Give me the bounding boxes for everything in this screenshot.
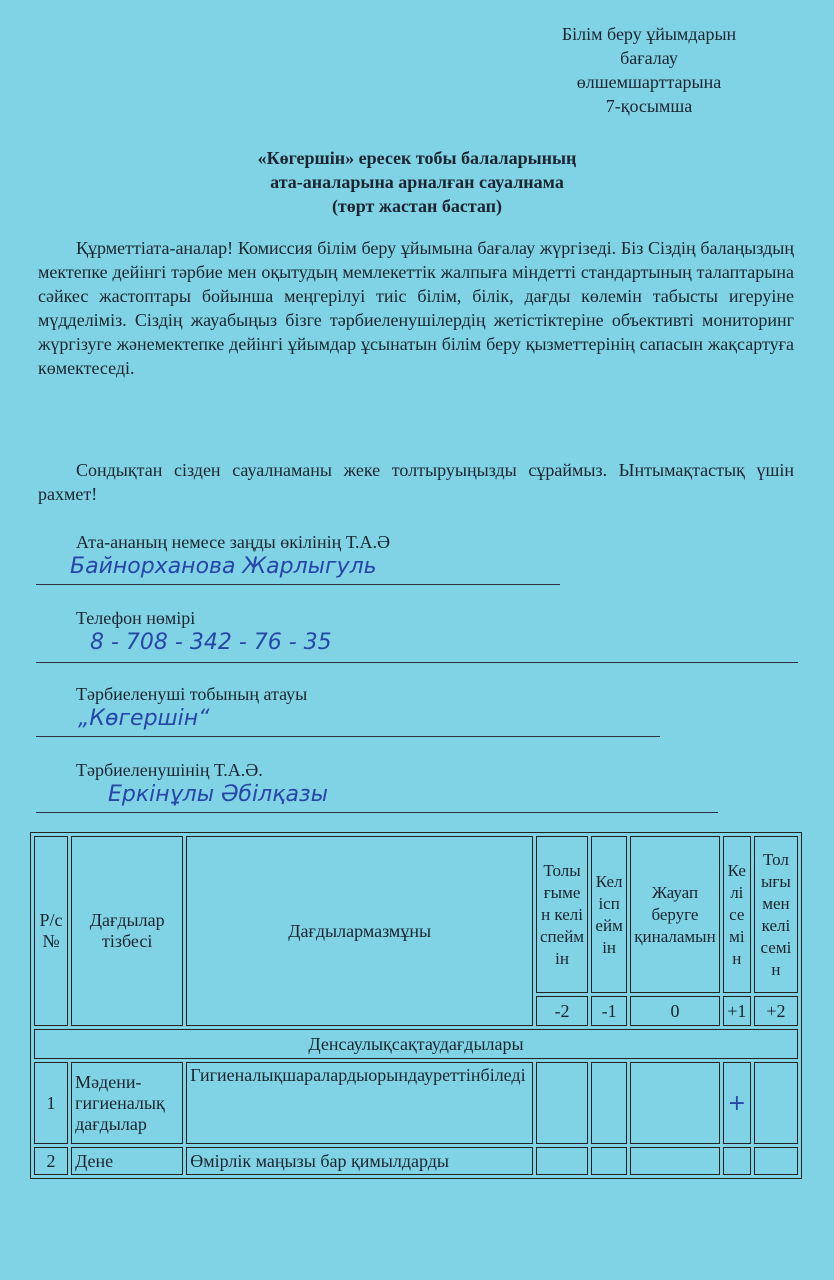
row-skill: Дене [71,1147,183,1175]
section-title: Денсаулықсақтаудағдылары [34,1029,798,1059]
answer-cell-plus-1[interactable]: + [723,1062,751,1144]
appendix-note [534,22,764,118]
score-zero: 0 [630,996,720,1026]
header-agree: Келісемін [723,836,751,993]
table-header-row [34,836,798,993]
appendix-line: өлшемшарттарына [576,72,722,92]
answer-cell-minus-2[interactable] [536,1147,588,1175]
answer-cell-minus-1[interactable] [591,1062,627,1144]
appendix-line: 7-қосымша [605,96,693,116]
score-plus-2: +2 [754,996,798,1026]
answer-cell-plus-1[interactable] [723,1147,751,1175]
section-row [34,1029,798,1059]
header-skill-content: Дағдылармазмұны [186,836,533,1026]
closing-paragraph [38,458,794,506]
document-title [0,146,834,218]
parent-name-value[interactable]: Байнорханова Жарлыгуль [70,554,377,579]
answer-cell-zero[interactable] [630,1062,720,1144]
title-line: «Көгершін» ересек тобы балаларының [257,148,577,168]
answer-cell-minus-2[interactable] [536,1062,588,1144]
child-name-line [36,812,718,813]
score-minus-1: -1 [591,996,627,1026]
header-number: Р/с № [34,836,68,1026]
group-name-label: Тәрбиеленуші тобының атауы [76,684,308,704]
parent-name-label: Ата-ананың немесе заңды өкілінің Т.А.Ә [76,532,390,552]
row-content: Өмірлік маңызы бар қимылдарды [186,1147,533,1175]
phone-line [36,662,798,663]
phone-label: Телефон нөмірі [76,608,196,628]
group-name-value[interactable]: „Көгершін“ [78,706,210,731]
row-number: 1 [34,1062,68,1144]
table-row [34,1062,798,1144]
answer-cell-plus-2[interactable] [754,1147,798,1175]
answer-cell-zero[interactable] [630,1147,720,1175]
row-number: 2 [34,1147,68,1175]
header-skill-list: Дағдылар тізбесі [71,836,183,1026]
title-line: ата-аналарына арналған сауалнама [270,172,564,192]
skills-table [30,832,802,1179]
answer-cell-minus-1[interactable] [591,1147,627,1175]
header-disagree: Келіспеймін [591,836,627,993]
child-name-label: Тәрбиеленушінің Т.А.Ә. [76,760,263,780]
title-line: (төрт жастан бастап) [331,196,503,216]
row-content: Гигиеналықшаралардыорындауреттінбіледі [186,1062,533,1144]
header-fully-disagree: Толығымен келіспеймін [536,836,588,993]
appendix-line: бағалау [620,48,678,68]
intro-paragraph [38,236,794,380]
group-name-line [36,736,660,737]
appendix-line: Білім беру ұйымдарын [561,24,737,44]
child-name-value[interactable]: Еркінұлы Әбілқазы [108,782,328,807]
intro-text: Құрметтіата-аналар! Комиссия білім беру ұйымына бағалау жүргізеді. Біз Сіздің балаңыздың мектепке дейінгі тәрбие мен оқытудың мемлекеттік жалпыға міндетті стандартының талаптарына сәйкес жастоптары бойынша меңгерілуі тиіс білім, білік, дағды көлемін табысты игеруіне мүдделіміз. Сіздің жауабыңыз бізге тәрбиеленушілердің жетістіктеріне объективті мониторинг жүргізуге жәнемектепке дейінгі ұйымдар ұсынатын білім беру қызметтерінің сапасын жақсартуға көмектеседі. [38,238,794,378]
parent-name-line [36,584,560,585]
score-plus-1: +1 [723,996,751,1026]
header-hard-to-answer: Жауап беруге қиналамын [630,836,720,993]
phone-value[interactable]: 8 - 708 - 342 - 76 - 35 [90,630,332,655]
row-skill: Мәдени-гигиеналық дағдылар [71,1062,183,1144]
table-row [34,1147,798,1175]
header-fully-agree: Толығымен келісемін [754,836,798,993]
answer-cell-plus-2[interactable] [754,1062,798,1144]
score-minus-2: -2 [536,996,588,1026]
closing-text: Сондықтан сізден сауалнаманы жеке толтыруыңызды сұраймыз. Ынтымақтастық үшін рахмет! [38,460,794,504]
